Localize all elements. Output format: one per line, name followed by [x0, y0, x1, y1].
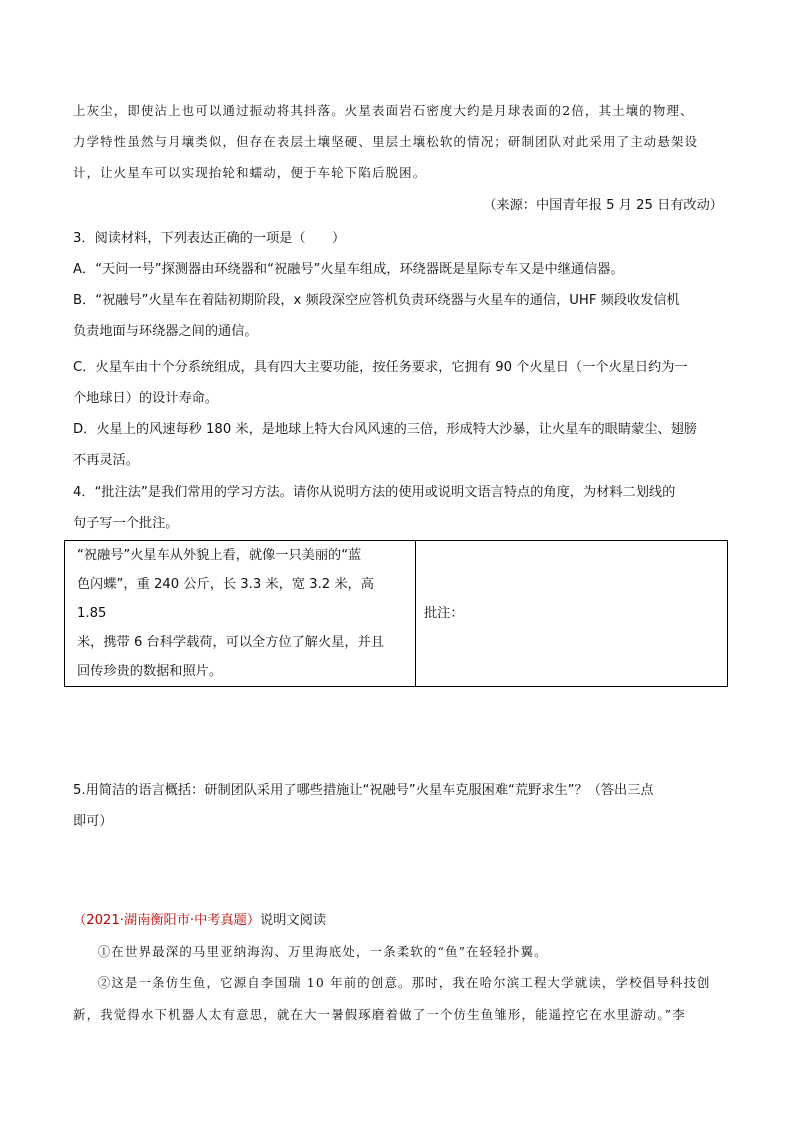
- question-3-option-c-cont: 个地球日）的设计寿命。: [73, 391, 219, 406]
- annotation-label: 批注：: [424, 606, 464, 621]
- passage-line: 力学特性虽然与月壤类似，但存在表层土壤坚硬、里层土壤松软的情况；研制团队对此采用了主动悬架设: [73, 134, 699, 149]
- annotation-table: [64, 540, 728, 687]
- question-3-option-c: C．火星车由十个分系统组成，具有四大主要功能，按任务要求，它拥有 90 个火星日（一个火星日约为一: [73, 360, 688, 375]
- passage-line: 上灰尘，即使沾上也可以通过振动将其抖落。火星表面岩石密度大约是月球表面的2倍，其土壤的物理、: [73, 103, 694, 118]
- section-source: 2021·湖南衡阳市·中考真题: [86, 913, 247, 928]
- question-3-option-d: D．火星上的风速每秒 180 米，是地球上特大台风风速的三倍，形成特大沙暴，让火星车的眼睛蒙尘、翅膀: [73, 422, 697, 437]
- section-title: 说明文阅读: [260, 913, 326, 928]
- passage-paragraph-2: ②这是一条仿生鱼，它源自李国瑞 10 年前的创意。那时，我在哈尔滨工程大学就读，学校倡导科技创: [97, 975, 711, 990]
- passage-paragraph-2-cont: 新，我觉得水下机器人太有意思，就在大一暑假琢磨着做了一个仿生鱼雏形，能遥控它在水里游动。”李: [73, 1007, 686, 1022]
- question-3-option-a: A．“天问一号”探测器由环绕器和“祝融号”火星车组成，环绕器既是星际专车又是中继通信器。: [73, 262, 624, 277]
- section-source-open: （: [73, 913, 87, 928]
- passage-paragraph-1: ①在世界最深的马里亚纳海沟、万里海底处，一条柔软的“鱼”在轻轻扑翼。: [97, 944, 548, 959]
- question-5-stem-cont: 即可）: [73, 814, 113, 829]
- question-5-stem: 5.用简洁的语言概括：研制团队采用了哪些措施让“祝融号”火星车克服困难“荒野求生”？（答出三点: [73, 783, 654, 798]
- question-3-option-b: B．“祝融号”火星车在着陆初期阶段，x 频段深空应答机负责环绕器与火星车的通信，UHF 频段收发信机: [73, 293, 680, 308]
- question-3-option-d-cont: 不再灵活。: [73, 453, 139, 468]
- question-3-stem: 3．阅读材料，下列表达正确的一项是（ ）: [73, 231, 346, 246]
- question-4-stem: 4．“批注法”是我们常用的学习方法。请你从说明方法的使用或说明文语言特点的角度，为材料二划线的: [73, 485, 676, 500]
- section-heading: [73, 906, 723, 936]
- quoted-sentence-line: 米，携带 6 台科学载荷，可以全方位了解火星，并且: [77, 635, 384, 650]
- quoted-sentence-line: “祝融号”火星车从外貌上看，就像一只美丽的“蓝: [77, 548, 362, 563]
- quoted-sentence-line: 色闪蝶”，重 240 公斤，长 3.3 米，宽 3.2 米，高 1.85: [77, 577, 374, 621]
- passage-line: 计，让火星车可以实现抬轮和蠕动，便于车轮下陷后脱困。: [73, 165, 427, 180]
- section-source-close: ）: [246, 913, 261, 928]
- question-4-stem-cont: 句子写一个批注。: [73, 516, 179, 531]
- question-3-option-b-cont: 负责地面与环绕器之间的通信。: [73, 324, 258, 339]
- passage-source: （来源：中国青年报 5 月 25 日有改动）: [483, 198, 723, 213]
- quoted-sentence-line: 回传珍贵的数据和照片。: [77, 664, 223, 679]
- quoted-sentence-cell: [65, 541, 416, 687]
- annotation-cell[interactable]: [416, 541, 728, 687]
